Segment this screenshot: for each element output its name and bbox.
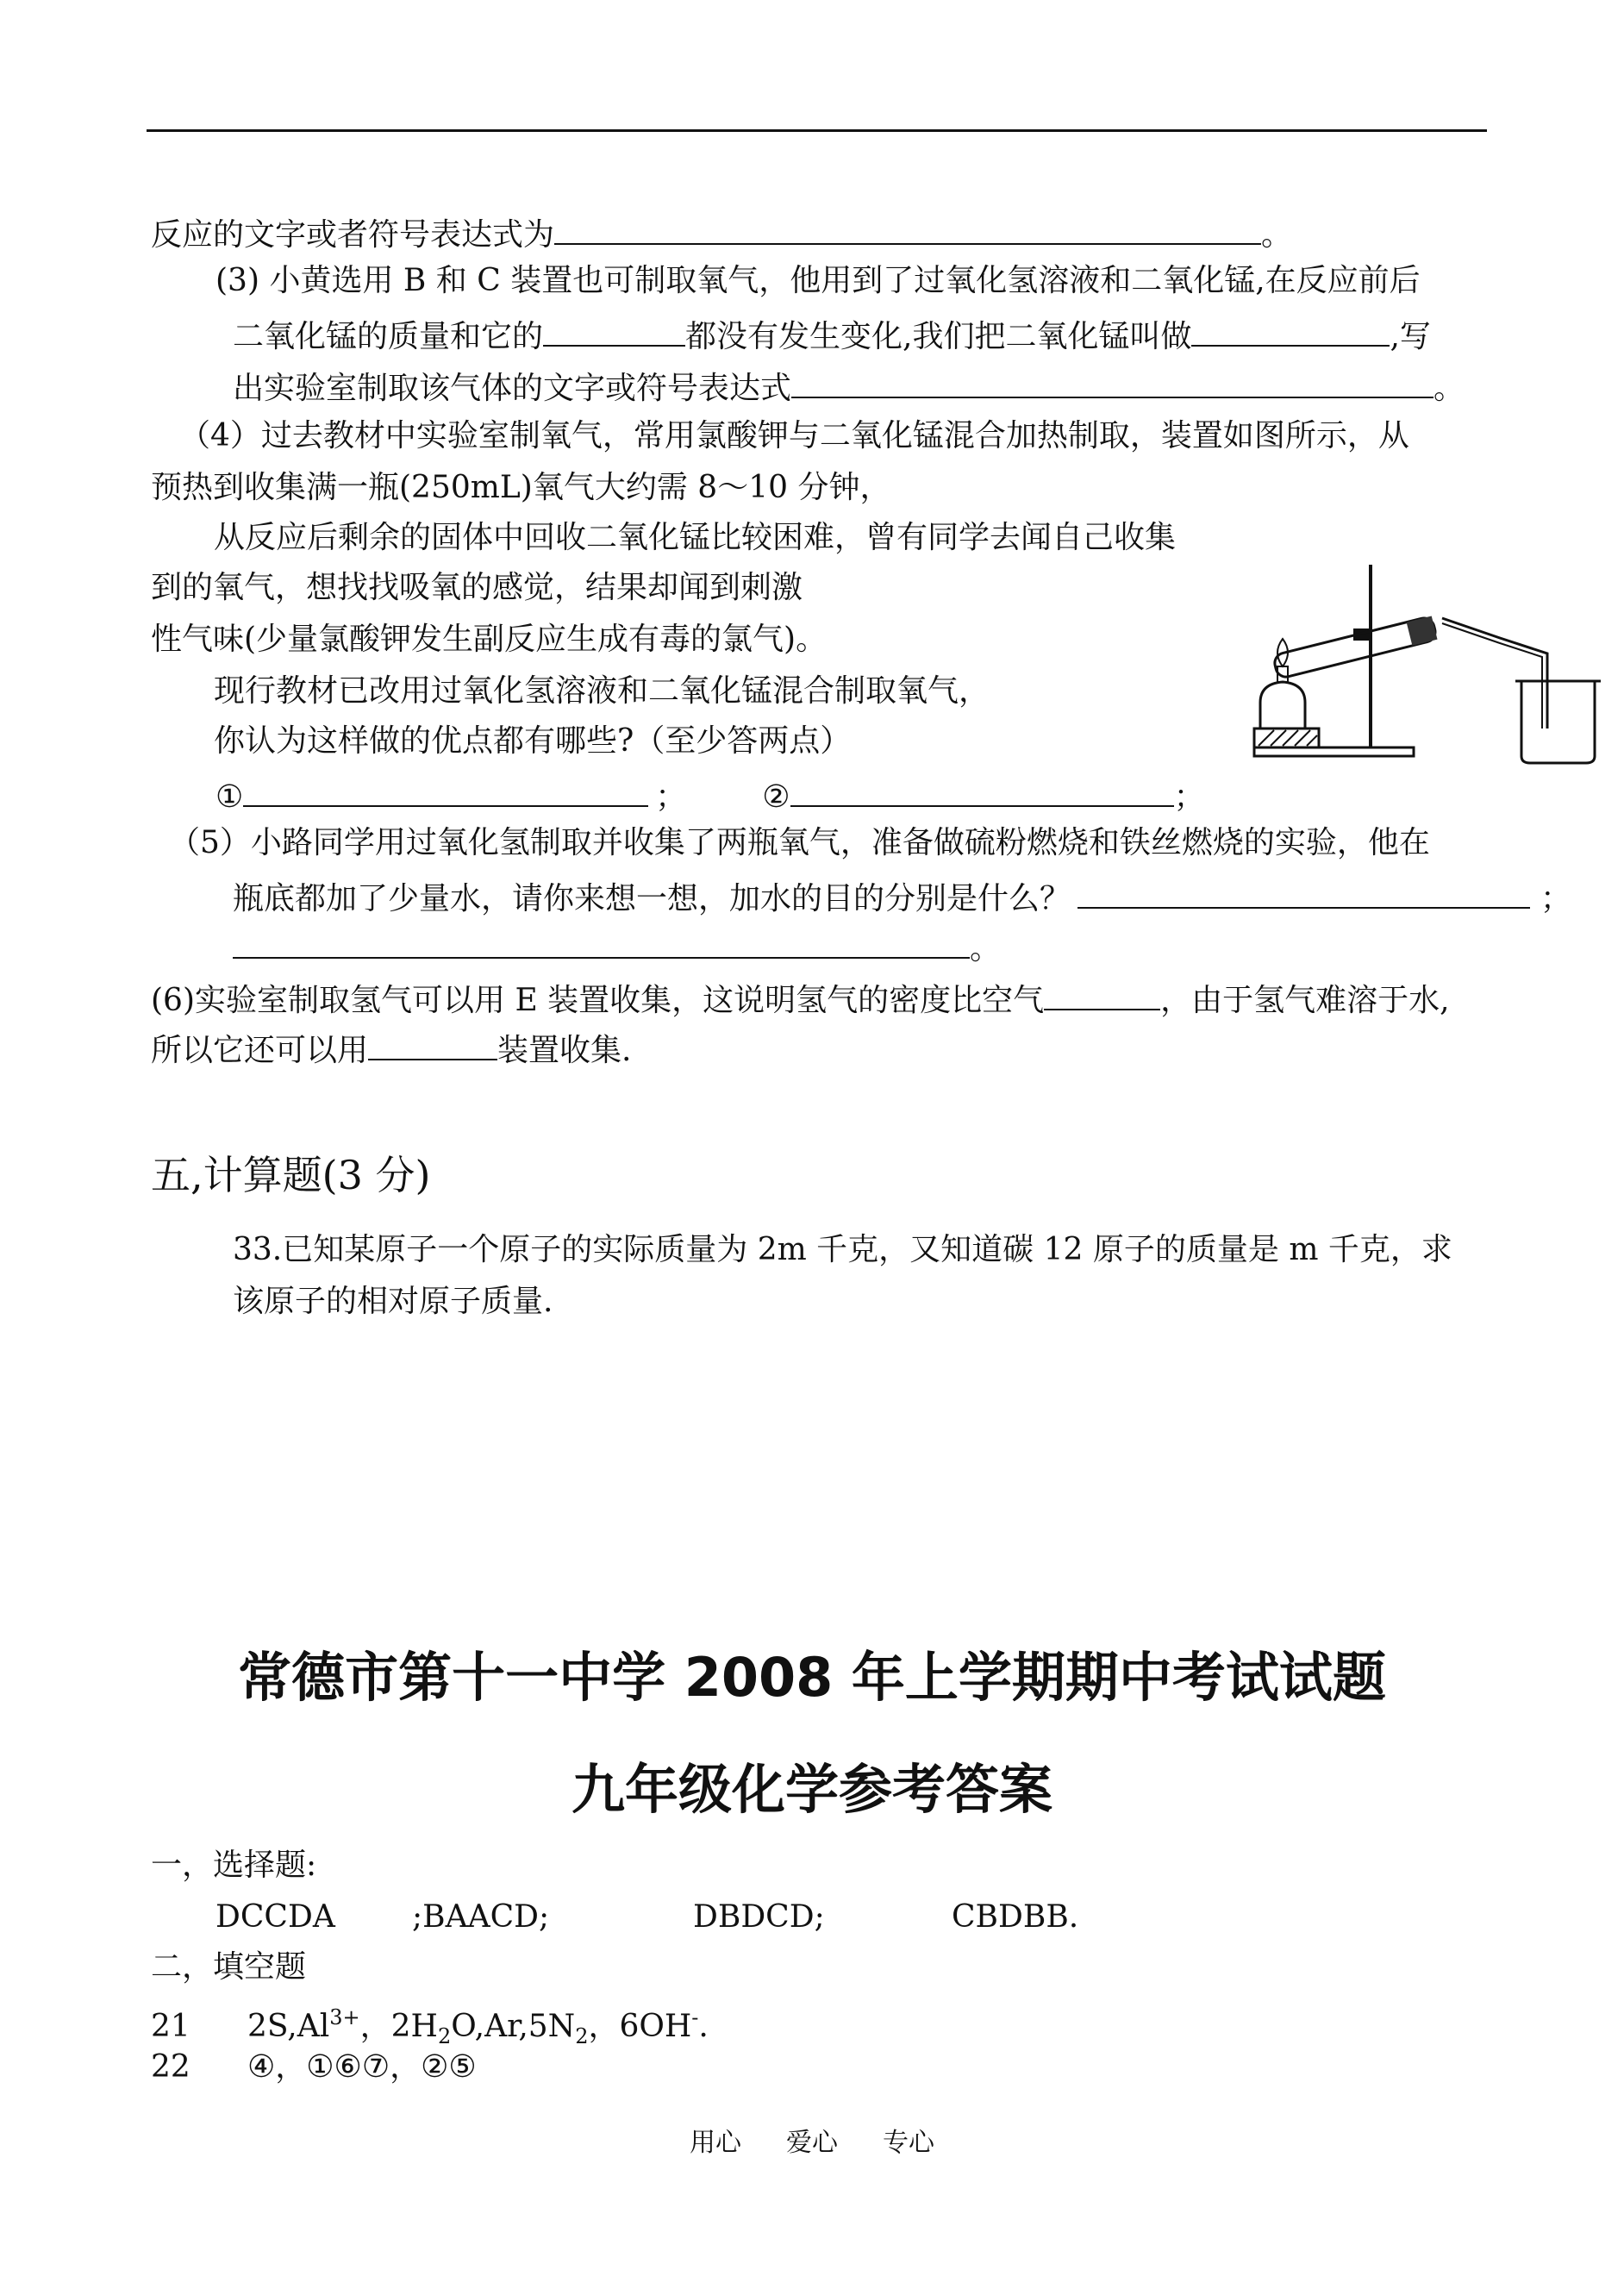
header-rule [147, 129, 1487, 132]
part2-label: 二，填空题 [151, 1949, 307, 1985]
q2-expression-line: 反应的文字或者符号表达式为 。 [151, 212, 1292, 254]
q4-blank-advantage-2[interactable] [790, 774, 1174, 807]
q4-line5: 性气味(少量氯酸钾发生副反应生成有毒的氯气)。 [151, 622, 828, 657]
q3-line1: (3) 小黄选用 B 和 C 装置也可制取氧气，他用到了过氧化氢溶液和二氧化锰,在反应前后 [215, 263, 1421, 298]
q4-line6: 现行教材已改用过氧化氢溶液和二氧化锰混合制取氧气， [214, 673, 990, 709]
section-5-title: 五,计算题(3 分) [151, 1152, 431, 1198]
q33-line2: 该原子的相对原子质量. [233, 1284, 553, 1319]
q5-blank-purpose-1[interactable] [1077, 876, 1530, 909]
q4-line4: 到的氧气，想找找吸氧的感觉，结果却闻到刺激 [151, 570, 803, 605]
part1-answers: DCCDA ;BAACD; DBDCD; CBDBB. [215, 1899, 1079, 1935]
q5-line3: 。 [233, 926, 1001, 968]
q21-answer: 21 $2S,Al^{3+}$，$2H_2O,Ar,5N_2$，6OH-. [151, 2005, 709, 2048]
q4-answers: ① ； ② ； [215, 774, 1205, 816]
q3-line3: 出实验室制取该气体的文字或符号表达式 。 [233, 366, 1465, 408]
q3-blank-property[interactable] [543, 314, 685, 347]
part1-label: 一，选择题: [151, 1848, 317, 1883]
q4-line7: 你认为这样做的优点都有哪些?（至少答两点） [214, 723, 852, 759]
q6-blank-device[interactable] [368, 1028, 497, 1060]
q5-line1: （5）小路同学用过氧化氢制取并收集了两瓶氧气，准备做硫粉燃烧和铁丝燃烧的实验，他在 [169, 825, 1430, 860]
answer-key-title-school: 常德市第十一中学 2008 年上学期期中考试试题 [238, 1646, 1386, 1709]
q4-line1: （4）过去教材中实验室制氧气，常用氯酸钾与二氧化锰混合加热制取，装置如图所示，从 [179, 418, 1409, 453]
q33-line1: 33.已知某原子一个原子的实际质量为 2m 千克，又知道碳 12 原子的质量是 m 千克，求 [233, 1232, 1452, 1267]
q5-line2: 瓶底都加了少量水，请你来想一想，加水的目的分别是什么？ ； [233, 876, 1571, 918]
page-footer: 用心 爱心 专心 [690, 2128, 934, 2158]
q6-blank-density[interactable] [1044, 978, 1160, 1010]
q4-line3: 从反应后剩余的固体中回收二氧化锰比较困难，曾有同学去闻自己收集 [214, 520, 1177, 555]
answer-key-title-subject: 九年级化学参考答案 [571, 1758, 1052, 1821]
q6-line2: 所以它还可以用 装置收集. [151, 1028, 631, 1070]
q3-line2: 二氧化锰的质量和它的 都没有发生变化,我们把二氧化锰叫做 ,写 [233, 314, 1431, 356]
q4-line2: 预热到收集满一瓶(250mL)氧气大约需 8～10 分钟， [151, 470, 891, 505]
q6-line1: (6)实验室制取氢气可以用 E 装置收集，这说明氢气的密度比空气 ，由于氢气难溶于水, [151, 978, 1450, 1020]
q4-blank-advantage-1[interactable] [243, 774, 648, 807]
q3-blank-expression[interactable] [791, 366, 1433, 398]
q3-blank-catalyst[interactable] [1191, 314, 1390, 347]
q2-answer-blank[interactable] [554, 212, 1261, 245]
oxygen-apparatus-figure [1241, 556, 1603, 767]
q5-blank-purpose-2[interactable] [233, 926, 970, 959]
q22-answer: 22 ④，①⑥⑦，②⑤ [151, 2049, 477, 2085]
